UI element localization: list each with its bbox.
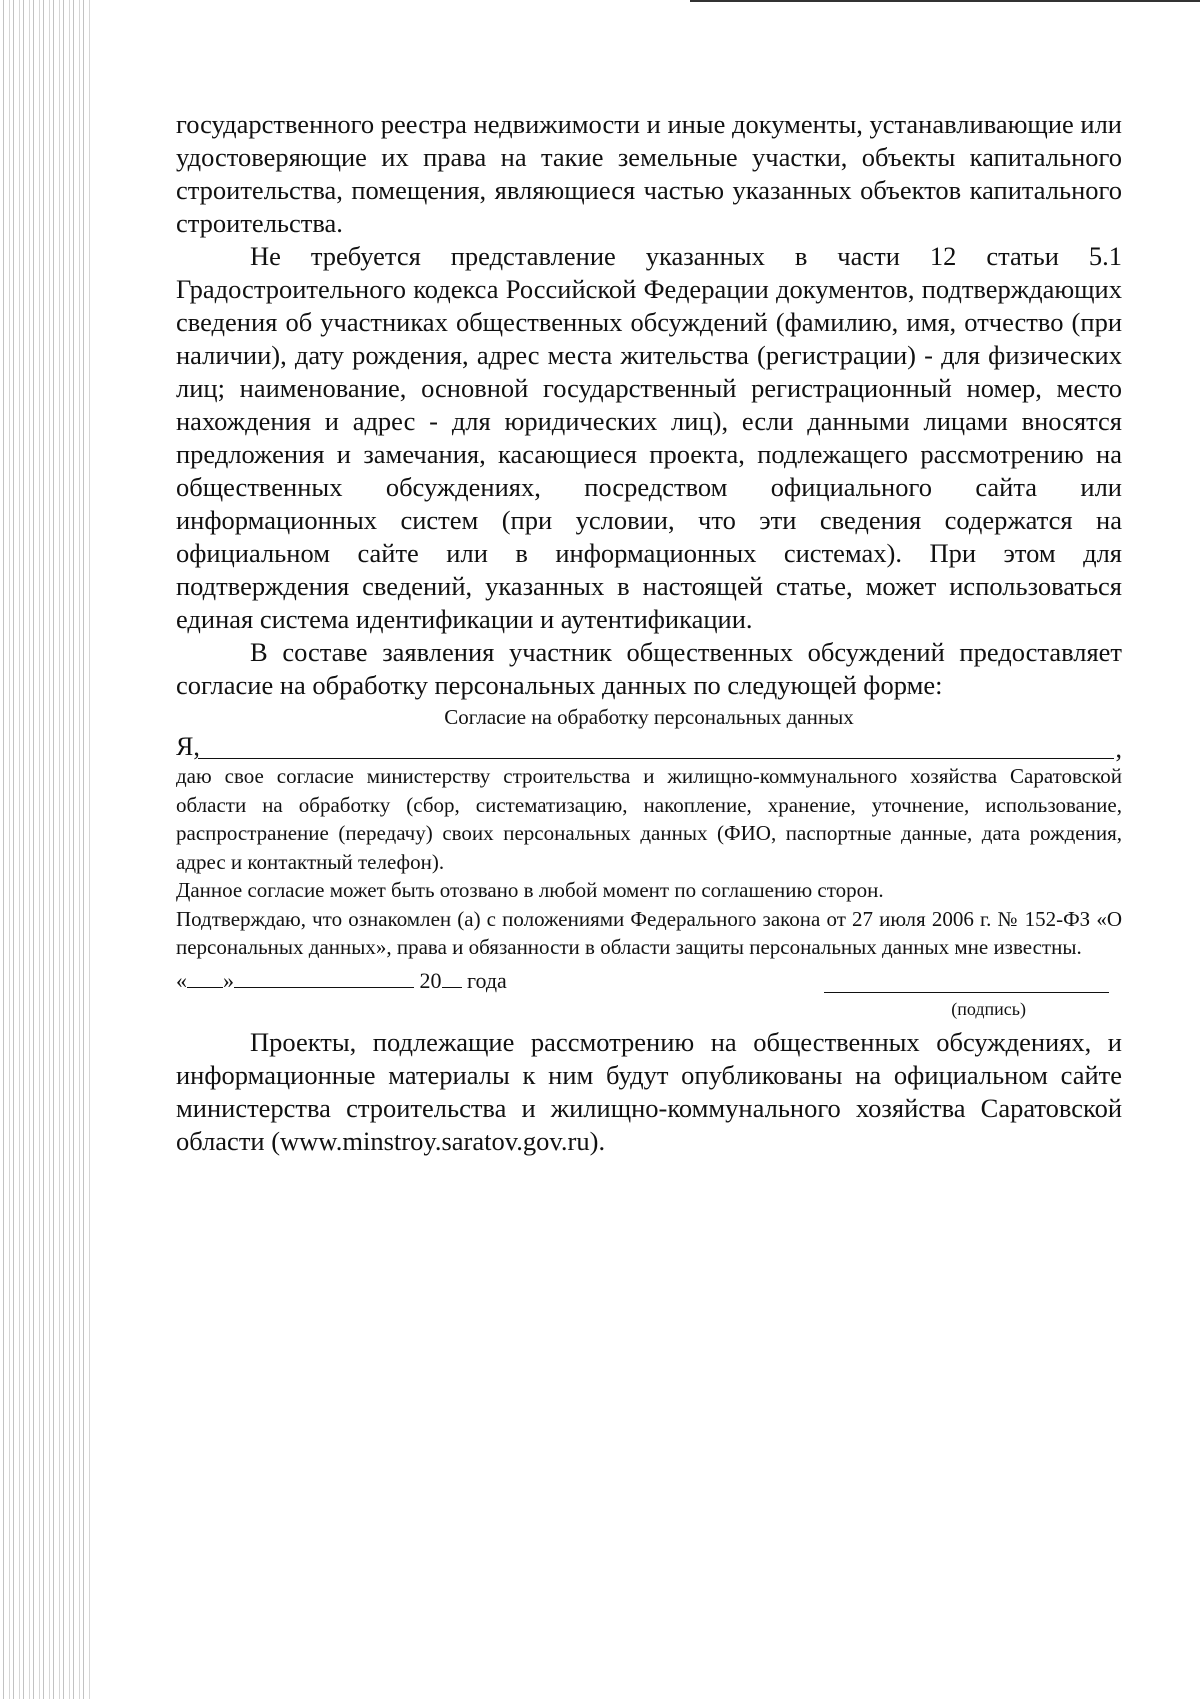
paragraph-no-documents-required: Не требуется представление указанных в части 12 статьи 5.1 Градостроительного кодекса Российской Федерации документов, подтверждающих сведения об участниках общественных обсуждений (фамилию, имя, отчество (при наличии), дату рождения, адрес места жительства (регистрации) - для физических лиц; наименование, основной государственный регистрационный номер, место нахождения и адрес - для юридических лиц), если данными лицами вносятся предложения и замечания, касающиеся проекта, подлежащего рассмотрению на общественных обсуждениях, посредством официального сайта или информационных систем (при условии, что эти сведения содержатся на официальном сайте или в информационных системах). При этом для подтверждения сведений, указанных в настоящей статье, может использоваться единая система идентификации и аутентификации. [176, 241, 1122, 634]
consent-form [176, 704, 1122, 1020]
consent-form-title: Согласие на обработку персональных данных [444, 705, 854, 729]
date-close-quote: » [223, 967, 234, 993]
consent-confirmation-text: Подтверждаю, что ознакомлен (а) с положениями Федерального закона от 27 июля 2006 г. № 152-ФЗ «О персональных данных», права и обязанности в области защиты персональных данных мне известны. [176, 906, 1122, 959]
day-blank-field[interactable] [187, 967, 223, 988]
paragraph-consent-intro: В составе заявления участник общественных обсуждений предоставляет согласие на обработку персональных данных по следующей форме: [176, 637, 1122, 700]
consent-revocation-text: Данное согласие может быть отозвано в любой момент по соглашению сторон. [176, 878, 884, 902]
signature-caption: (подпись) [951, 998, 1026, 1019]
name-field-line [176, 732, 1122, 762]
date-signature-line [176, 966, 1122, 998]
date-open-quote: « [176, 967, 187, 993]
scan-binding-edge [0, 0, 90, 1699]
signature-blank-field[interactable] [824, 992, 1109, 993]
name-suffix: , [1115, 734, 1122, 763]
paragraph-publication-info: Проекты, подлежащие рассмотрению на общественных обсуждениях, и информационные материалы к ним будут опубликованы на официальном сайте министерства строительства и жилищно-коммунального хозяйства Саратовской области (www.minstroy.saratov.gov.ru). [176, 1026, 1122, 1156]
name-prefix: Я, [176, 732, 200, 761]
paragraph-registry-documents: государственного реестра недвижимости и иные документы, устанавливающие или удостоверяющие их права на такие земельные участки, объекты капитального строительства, помещения, являющиеся частью указанных объектов капитального строительства. [176, 109, 1122, 238]
year-prefix: 20 [419, 967, 442, 993]
year-blank-field[interactable] [442, 967, 462, 988]
top-border-line [690, 0, 1200, 2]
month-blank-field[interactable] [234, 967, 414, 988]
document-body [176, 108, 1122, 1158]
date-field [176, 966, 507, 996]
name-blank-field[interactable] [198, 758, 1114, 759]
consent-body-text: даю свое согласие министерству строительства и жилищно-коммунального хозяйства Саратовской области на обработку (сбор, систематизацию, накопление, хранение, уточнение, использование, распространение (передачу) своих персональных данных (ФИО, паспортные данные, дата рождения, адрес и контактный телефон). [176, 764, 1122, 874]
year-suffix: года [467, 967, 507, 993]
